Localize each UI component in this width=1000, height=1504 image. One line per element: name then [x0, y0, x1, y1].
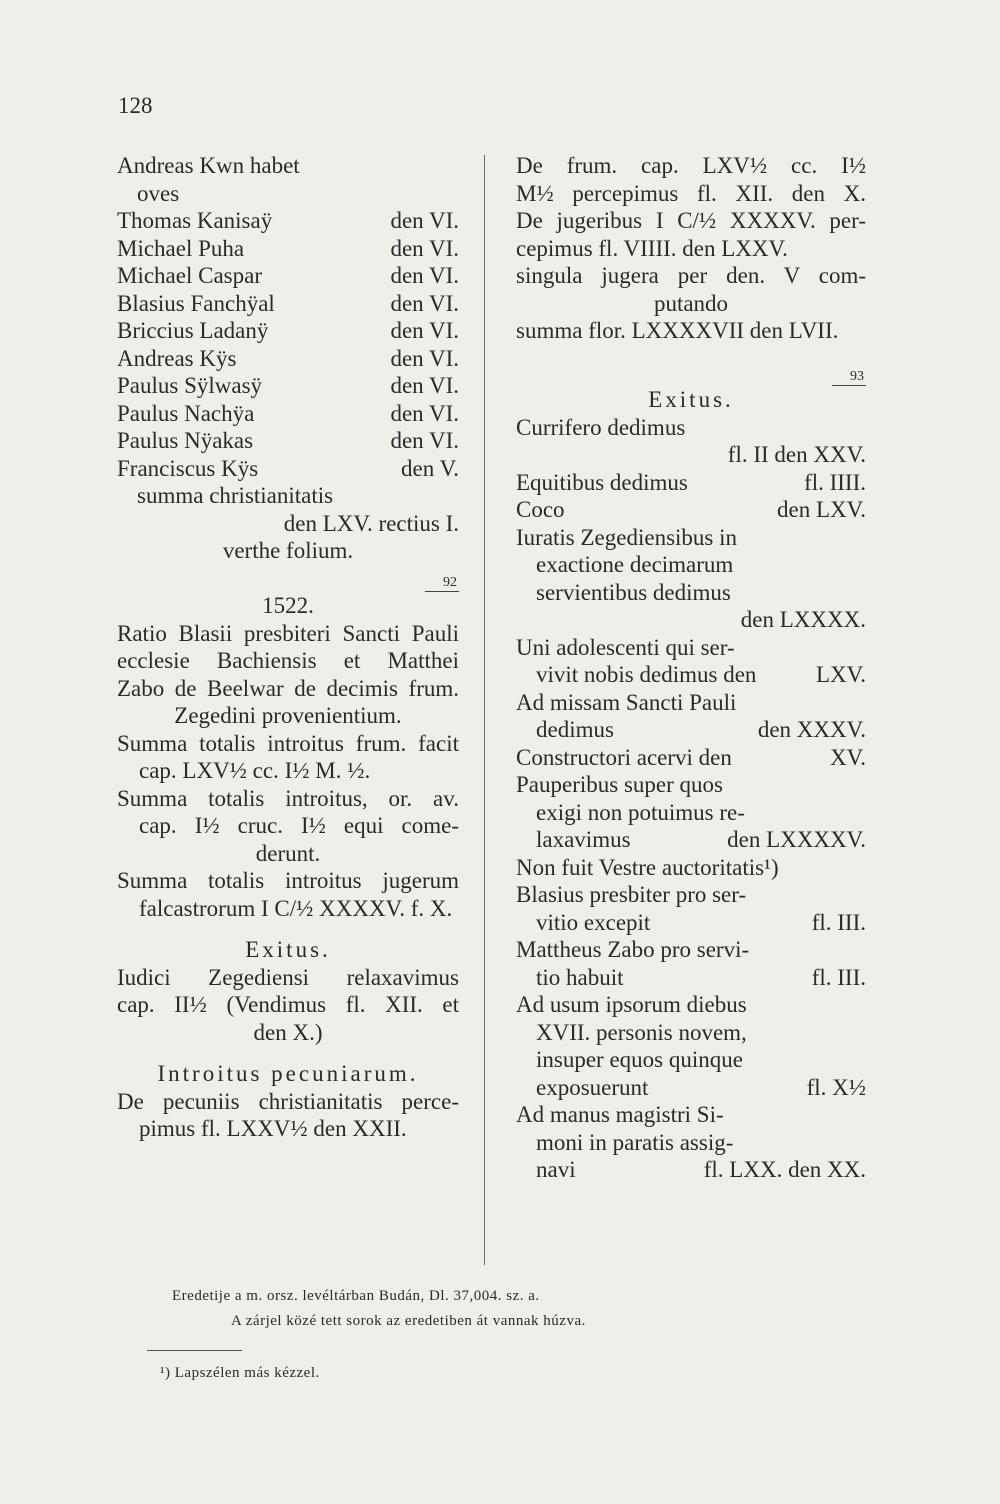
text-line: laxavimus den LXXXXV.: [536, 827, 866, 852]
text-line: Blasius Fanchÿal den VI.: [117, 290, 459, 316]
text-line: Equitibus dedimus fl. IIII.: [516, 469, 866, 495]
text-line: Andreas Kwn habet: [117, 153, 300, 178]
margin-folio-mark: 92: [117, 565, 459, 593]
text-line: fl. II den XXV.: [727, 442, 866, 467]
text-line: cepimus fl. VIIII. den LXXV.: [516, 235, 788, 261]
text-line: verthe folium.: [222, 538, 354, 563]
text-line: summa christianitatis: [137, 483, 334, 508]
section-year: 1522.: [262, 593, 314, 618]
text-line: Non fuit Vestre auctoritatis¹): [516, 854, 779, 880]
section-heading: Introitus pecuniarum.: [157, 1061, 419, 1086]
text-line: vivit nobis dedimus den LXV.: [536, 662, 866, 687]
text-line: cap. II½ (Vendimus fl. XII. et: [117, 992, 459, 1017]
text-line: Summa totalis introitus jugerum: [117, 868, 459, 893]
text-line: De jugeribus I C/½ XXXXV. per-: [516, 208, 866, 233]
text-line: derunt.: [255, 840, 321, 866]
text-line: falcastrorum I C/½ XXXXV. f. X.: [139, 895, 453, 921]
text-line: vitio excepit fl. III.: [536, 909, 866, 935]
text-line: Franciscus Kÿs den V.: [117, 455, 459, 481]
text-line: Constructori acervi den XV.: [516, 744, 866, 770]
text-line: Andreas Kÿs den VI.: [117, 345, 459, 371]
text-line: Thomas Kanisaÿ den VI.: [117, 208, 459, 233]
text-line: den LXV. rectius I.: [283, 510, 459, 536]
text-line: Paulus Sÿlwasÿ den VI.: [117, 373, 459, 398]
text-line: insuper equos quinque: [536, 1047, 743, 1072]
text-line: Summa totalis introitus frum. facit: [117, 730, 459, 756]
right-column: [516, 152, 866, 1184]
text-line: Michael Puha den VI.: [117, 235, 459, 261]
text-line: cap. LXV½ cc. I½ M. ½.: [139, 758, 371, 783]
text-line: Paulus Nÿakas den VI.: [117, 428, 459, 453]
text-line: Mattheus Zabo pro servi-: [516, 937, 750, 962]
text-line: De pecuniis christianitatis perce-: [117, 1088, 459, 1114]
text-line: Michael Caspar den VI.: [117, 263, 459, 288]
text-line: Iudici Zegediensi relaxavimus: [117, 964, 459, 990]
text-line: putando: [653, 290, 729, 316]
text-line: Ad missam Sancti Pauli: [516, 689, 737, 715]
text-line: oves: [137, 180, 180, 206]
source-note: Eredetije a m. orsz. levéltárban Budán, Dl. 37,004. sz. a.: [172, 1288, 540, 1304]
text-line: Uni adolescenti qui ser-: [516, 634, 735, 660]
text-line: dedimus den XXXV.: [536, 717, 866, 742]
left-column: [117, 152, 459, 1143]
text-line: navi fl. LXX. den XX.: [536, 1157, 866, 1182]
text-line: Currifero dedimus: [516, 414, 686, 440]
text-line: Zabo de Beelwar de decimis frum.: [117, 675, 459, 701]
text-line: exigi non potuimus re-: [536, 799, 745, 825]
text-line: Summa totalis introitus, or. av.: [117, 785, 459, 811]
text-line: servientibus dedimus: [536, 579, 731, 605]
text-line: Blasius presbiter pro ser-: [516, 882, 747, 907]
text-line: den X.): [253, 1019, 323, 1045]
footnote: ¹) Lapszélen más kézzel.: [160, 1365, 320, 1381]
text-line: den LXXXX.: [740, 607, 866, 632]
page-number: 128: [118, 93, 153, 118]
text-line: tio habuit fl. III.: [536, 964, 866, 990]
text-line: exposuerunt fl. X½: [536, 1074, 866, 1100]
bracket-note: A zárjel közé tett sorok az eredetiben át vannak húzva.: [231, 1313, 586, 1329]
text-line: Briccius Ladanÿ den VI.: [117, 318, 459, 343]
text-line: exactione decimarum: [536, 552, 734, 577]
section-heading: Exitus.: [245, 937, 331, 962]
text-line: singula jugera per den. V com-: [516, 263, 866, 288]
text-line: Coco den LXV.: [516, 497, 866, 522]
section-heading: Exitus.: [648, 387, 734, 412]
text-line: Pauperibus super quos: [516, 772, 723, 797]
text-line: Ratio Blasii presbiteri Sancti Pauli: [117, 620, 459, 646]
text-line: summa flor. LXXXXVII den LVII.: [516, 318, 839, 343]
text-line: pimus fl. LXXV½ den XXII.: [139, 1116, 407, 1141]
text-line: Paulus Nachÿa den VI.: [117, 400, 459, 426]
text-line: Ad usum ipsorum diebus: [516, 992, 747, 1017]
margin-folio-mark: 93: [516, 359, 866, 387]
text-line: moni in paratis assig-: [536, 1129, 734, 1155]
text-line: De frum. cap. LXV½ cc. I½: [516, 153, 866, 178]
text-line: XVII. personis novem,: [536, 1019, 747, 1045]
text-line: Zegedini provenientium.: [174, 703, 402, 728]
text-line: Iuratis Zegediensibus in: [516, 524, 738, 550]
footnote-rule: [147, 1350, 242, 1351]
text-line: ecclesie Bachiensis et Matthei: [117, 648, 459, 673]
column-divider: [484, 155, 485, 1265]
text-line: cap. I½ cruc. I½ equi come-: [139, 813, 459, 838]
text-line: Ad manus magistri Si-: [516, 1102, 724, 1127]
text-line: M½ percepimus fl. XII. den X.: [516, 180, 866, 206]
